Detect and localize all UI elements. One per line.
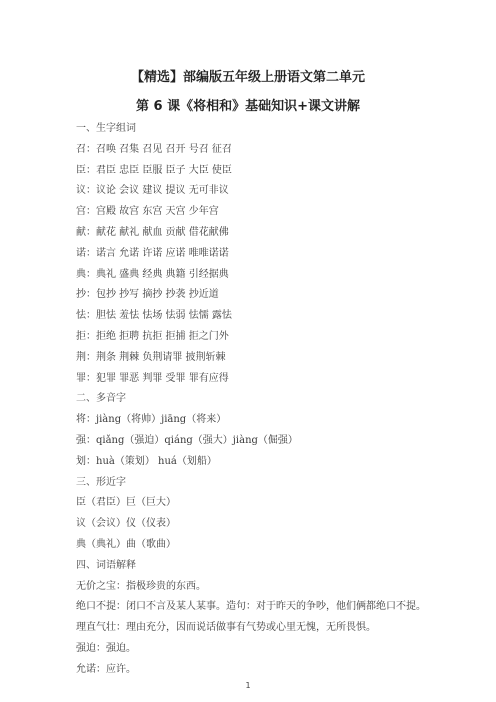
section-heading: 四、词语解释 — [76, 559, 136, 571]
text-line: 将：jiàng（将帅）jiāng（将来） — [76, 414, 227, 426]
text-line: 划：huà（策划） huá（划船） — [76, 455, 217, 467]
text-line: 臣：君臣 忠臣 臣服 臣子 大臣 使臣 — [76, 164, 232, 176]
text-line: 怯：胆怯 羞怯 怯场 怯弱 怯懦 露怯 — [76, 310, 232, 322]
text-line: 宫：宫殿 故宫 东宫 天宫 少年宫 — [76, 206, 219, 218]
text-line: 无价之宝：指极珍贵的东西。 — [76, 580, 206, 592]
document-subtitle: 第 6 课《将相和》基础知识+课文讲解 — [136, 99, 360, 114]
text-line: 议（会议）仪（仪表） — [76, 518, 176, 530]
text-line: 罪：犯罪 罪恶 判罪 受罪 罪有应得 — [76, 372, 229, 384]
text-line: 理直气壮：理由充分，因而说话做事有气势或心里无愧，无所畏惧。 — [76, 622, 376, 634]
text-line: 典：典礼 盛典 经典 典籍 引经据典 — [76, 268, 229, 280]
text-line: 抄：包抄 抄写 摘抄 抄袭 抄近道 — [76, 289, 219, 301]
text-line: 荆：荆条 荆棘 负荆请罪 披荆斩棘 — [76, 351, 226, 363]
section-heading: 二、多音字 — [76, 393, 126, 405]
text-line: 绝口不提：闭口不言及某人某事。造句：对于昨天的争吵，他们俩都绝口不提。 — [76, 601, 426, 613]
section-heading: 一、生字组词 — [76, 123, 136, 134]
text-line: 典（典礼）曲（歌曲） — [76, 538, 176, 550]
text-line: 召：召唤 召集 召见 召开 号召 征召 — [76, 143, 232, 155]
text-line: 诺：诺言 允诺 许诺 应诺 唯唯诺诺 — [76, 247, 229, 259]
text-line: 允诺：应许。 — [76, 663, 136, 675]
section-heading: 三、形近字 — [76, 476, 126, 488]
text-line: 臣（君臣）巨（巨大） — [76, 497, 176, 509]
page-number: 1 — [245, 681, 251, 690]
text-line: 拒：拒绝 拒聘 抗拒 拒捕 拒之门外 — [76, 330, 229, 342]
document-title: 【精选】部编版五年级上册语文第二单元 — [130, 70, 365, 85]
text-line: 议：议论 会议 建议 提议 无可非议 — [76, 185, 229, 197]
text-line: 献：献花 献礼 献血 贡献 借花献佛 — [76, 226, 229, 238]
text-line: 强：qiǎng（强迫）qiáng（强大）jiàng（倔强） — [76, 434, 298, 446]
document-body — [76, 119, 476, 681]
text-line: 强迫：强迫。 — [76, 642, 136, 654]
